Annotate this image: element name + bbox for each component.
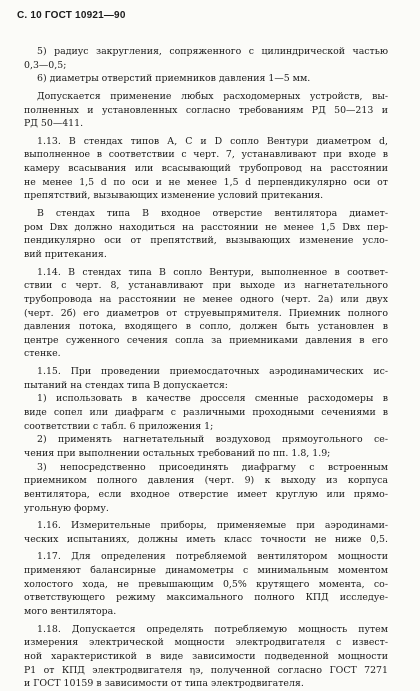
text-line: угольную форму. <box>24 502 109 514</box>
text-line: пытаний на стендах типа В допускается: <box>24 379 228 391</box>
text-line: 1) использовать в качестве дросселя сменные расходомеры в <box>37 393 388 405</box>
text-line: Допускается применение любых расходомерных устройств, вы- <box>37 90 388 102</box>
text-line: трубопровода на расстоянии не менее одного (черт. 2а) или двух <box>24 293 388 305</box>
text-line: 0,3—0,5; <box>24 59 67 71</box>
text-line: 6) диаметры отверстий приемников давления 1—5 мм. <box>37 73 311 85</box>
text-line: не менее 1,5 d по оси и не менее 1,5 d перпендикулярно оси от <box>24 176 388 188</box>
text-line: 1.13. В стендах типов А, С и D сопло Вентури диаметром d, <box>37 135 388 147</box>
text-line: 3) непосредственно присоединять диафрагму с встроенным <box>37 461 388 473</box>
text-line: камеру всасывания или всасывающий трубопровод на расстоянии <box>24 163 388 175</box>
text-line: В стендах типа В входное отверстие вентилятора диамет- <box>37 208 388 220</box>
text-line: холостого хода, не превышающим 0,5% крутящего момента, со- <box>24 578 388 590</box>
text-line: 1.18. Допускается определять потребляемую мощность путем <box>37 623 388 635</box>
text-line: (черт. 2б) его диаметров от струевыпрямителя. Приемник полного <box>24 307 388 319</box>
text-line: 1.14. В стендах типа В сопло Вентури, выполненное в соответ- <box>37 266 388 278</box>
text-line: ром Dвх должно находиться на расстоянии не менее 1,5 Dвх пер- <box>24 221 388 233</box>
text-line: вий притекания. <box>24 248 107 260</box>
text-line: виде сопел или диафрагм с различными проходными сечениями в <box>24 407 388 419</box>
text-line: 1.15. При проведении приемосдаточных аэродинамических ис- <box>37 366 388 378</box>
text-line: стенке. <box>24 348 61 360</box>
text-line: чения при выполнении остальных требований по пп. 1.8, 1.9; <box>24 447 331 459</box>
text-line: 1.17. Для определения потребляемой вентилятором мощности <box>37 551 388 563</box>
text-line: РД 50—411. <box>24 118 84 130</box>
text-line: препятствий, вызывающих изменение условий притекания. <box>24 190 324 202</box>
text-line: соответствии с табл. 6 приложения 1; <box>24 420 214 432</box>
text-line: P1 от КПД электродвигателя ηэ, полученной согласно ГОСТ 7271 <box>24 664 388 676</box>
text-line: 5) радиус закругления, сопряженного с цилиндрической частью <box>37 46 388 57</box>
text-line: ческих испытаниях, должны иметь класс точности не ниже 0,5. <box>24 533 388 545</box>
text-line: давления потока, входящего в сопло, должен быть установлен в <box>24 321 388 333</box>
text-line: ствии с черт. 8, устанавливают при выходе из нагнетательного <box>24 280 388 292</box>
text-line: мого вентилятора. <box>24 605 117 617</box>
document-body <box>24 45 388 691</box>
text-line: пендикулярно оси от препятствий, вызывающих изменение усло- <box>24 235 388 247</box>
text-line: приемником полного давления (черт. 9) к выходу из корпуса <box>24 475 388 487</box>
text-line: ответствующего режиму максимального полного КПД исследуе- <box>24 592 388 604</box>
text-line: выполненное в соответствии с черт. 7, устанавливают при входе в <box>24 149 388 161</box>
text-line: и ГОСТ 10159 в зависимости от типа электродвигателя. <box>24 678 304 690</box>
page-header: С. 10 ГОСТ 10921—90 <box>17 10 126 21</box>
text-line: измерения электрической мощности электродвигателя с извест- <box>24 637 388 649</box>
text-line: полненных и установленных согласно требованиям РД 50—213 и <box>24 104 388 116</box>
text-line: 1.16. Измерительные приборы, применяемые при аэродинами- <box>37 520 388 532</box>
text-line: применяют балансирные динамометры с минимальным моментом <box>24 565 388 577</box>
text-line: 2) применять нагнетательный воздуховод прямоугольного се- <box>37 434 388 446</box>
text-line: вентилятора, если входное отверстие имеет круглую или прямо- <box>24 488 388 500</box>
text-line: центре суженного сечения сопла за приемниками давления в его <box>24 334 388 346</box>
text-line: ной характеристикой в виде зависимости подведенной мощности <box>24 650 388 662</box>
